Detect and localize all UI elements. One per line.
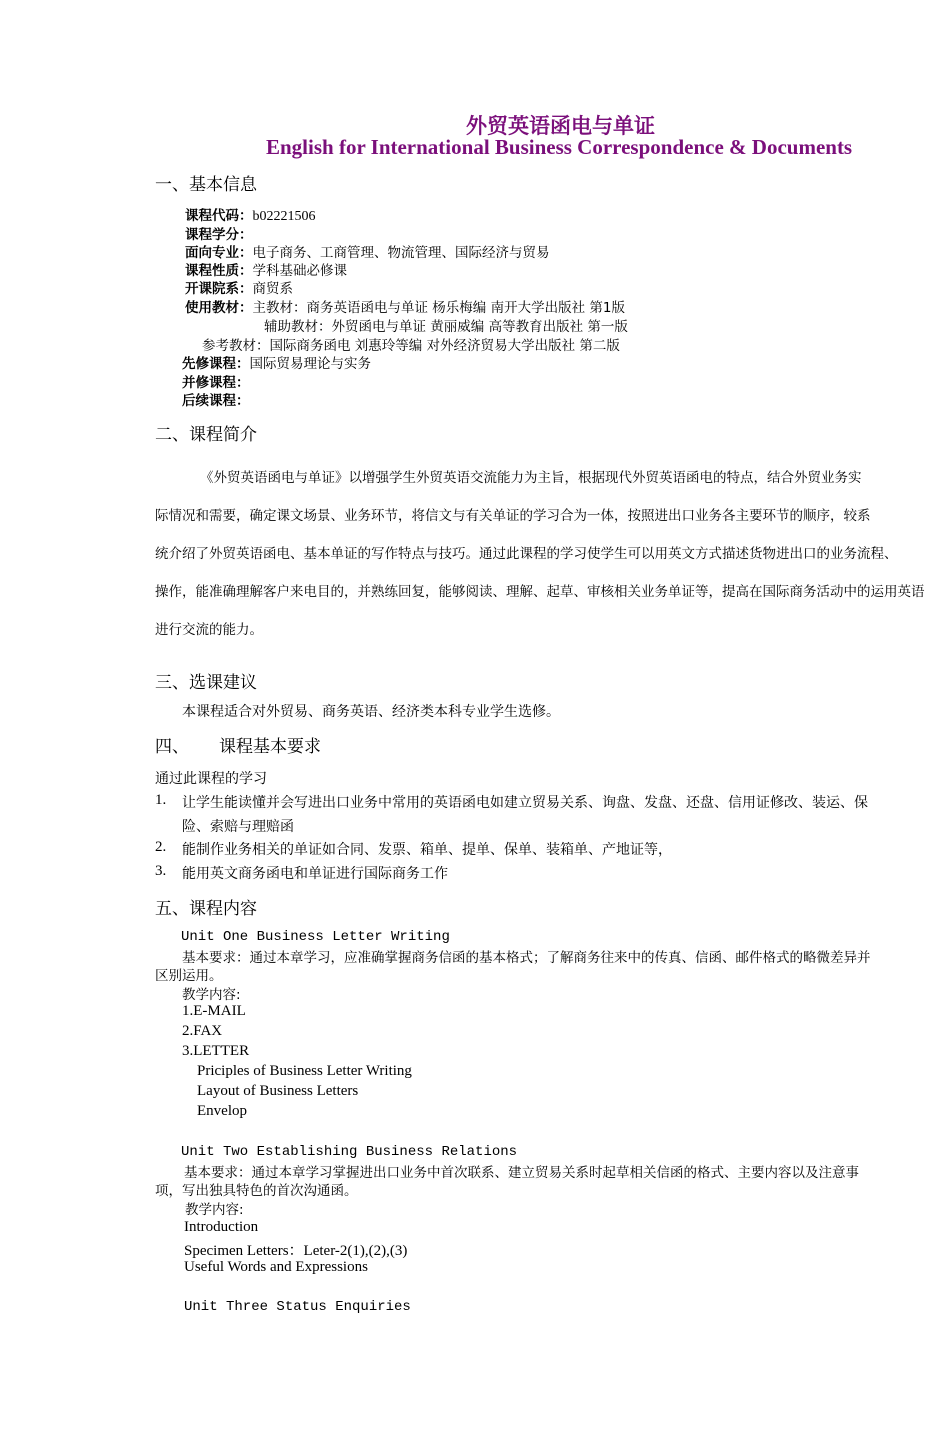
info-label: 课程性质： [185, 263, 253, 279]
unit-one-teaching-label: 教学内容: [182, 987, 241, 1003]
info-label: 后续课程： [182, 393, 250, 409]
requirements-intro: 通过此课程的学习 [155, 771, 267, 787]
unit-one-item: 1.E-MAIL [182, 1003, 246, 1019]
intro-line: 操作，能准确理解客户来电目的，并熟练回复，能够阅读、理解、起草、审核相关业务单证等，提高在国际商务活动中的运用英语 [155, 584, 925, 600]
section-heading-intro: 二、课程简介 [155, 425, 257, 445]
list-item: 让学生能读懂并会写进出口业务中常用的英语函电如建立贸易关系、询盘、发盘、还盘、信用证修改、装运、保 [182, 795, 868, 811]
info-label: 使用教材： [185, 300, 253, 316]
list-number: 3. [155, 863, 167, 879]
info-label: 面向专业： [185, 245, 253, 261]
title-chinese: 外贸英语函电与单证 [466, 114, 655, 138]
intro-line: 统介绍了外贸英语函电、基本单证的写作特点与技巧。通过此课程的学习使学生可以用英文方式描述货物进出口的业务流程、 [155, 546, 898, 562]
section-heading-advice: 三、选课建议 [155, 673, 257, 693]
unit-three-title: Unit Three Status Enquiries [184, 1299, 411, 1315]
unit-one-requirement: 基本要求：通过本章学习，应准确掌握商务信函的基本格式；了解商务往来中的传真、信函、邮件格式的略微差异并 [182, 950, 871, 966]
info-nature [185, 259, 347, 279]
info-label: 课程学分： [185, 227, 253, 243]
unit-two-teaching-label: 教学内容: [185, 1202, 244, 1218]
unit-two-item: Introduction [184, 1219, 259, 1235]
unit-one-subitem: Envelop [197, 1103, 247, 1119]
unit-two-title: Unit Two Establishing Business Relations [181, 1144, 518, 1160]
info-value: b02221506 [252, 209, 316, 224]
unit-one-requirement-continued: 区别运用。 [155, 968, 223, 984]
info-label: 先修课程： [182, 356, 250, 372]
intro-line: 际情况和需要，确定课文场景、业务环节，将信文与有关单证的学习合为一体，按照进出口业务各主要环节的顺序，较系 [155, 508, 871, 524]
unit-two-requirement-continued: 项，写出独具特色的首次沟通函。 [155, 1183, 358, 1199]
intro-line: 《外贸英语函电与单证》以增强学生外贸英语交流能力为主旨，根据现代外贸英语函电的特点，结合外贸业务实 [200, 470, 862, 486]
list-item: 能用英文商务函电和单证进行国际商务工作 [182, 866, 448, 882]
advice-text: 本课程适合对外贸易、商务英语、经济类本科专业学生选修。 [182, 704, 560, 720]
list-item: 能制作业务相关的单证如合同、发票、箱单、提单、保单、装箱单、产地证等， [182, 842, 672, 858]
info-value: 学科基础必修课 [252, 263, 347, 279]
unit-two-item: Specimen Letters：Leter-2(1),(2),(3) [184, 1243, 408, 1259]
info-department [185, 277, 293, 297]
info-major [185, 241, 550, 261]
info-followup [182, 389, 250, 409]
unit-one-subitem: Layout of Business Letters [197, 1083, 359, 1099]
unit-one-item: 2.FAX [182, 1023, 223, 1039]
info-credit [185, 223, 253, 243]
info-corequisite [182, 371, 250, 391]
section-heading-content: 五、课程内容 [155, 899, 257, 919]
info-textbook-aux: 辅助教材：外贸函电与单证 黄丽威编 高等教育出版社 第一版 [264, 319, 628, 335]
info-value: 国际贸易理论与实务 [249, 356, 371, 372]
title-english: English for International Business Correspondence & Documents [266, 135, 853, 159]
info-label: 开课院系： [185, 281, 253, 297]
list-item-continued: 险、索赔与理赔函 [182, 819, 294, 835]
info-value: 电子商务、工商管理、物流管理、国际经济与贸易 [252, 245, 550, 261]
intro-line: 进行交流的能力。 [155, 622, 263, 638]
unit-two-requirement: 基本要求：通过本章学习掌握进出口业务中首次联系、建立贸易关系时起草相关信函的格式、主要内容以及注意事 [184, 1165, 859, 1181]
info-label: 课程代码： [185, 208, 253, 224]
info-course-code [185, 204, 316, 225]
list-number: 2. [155, 839, 167, 855]
section-heading-requirements: 课程基本要求 [219, 737, 321, 757]
section-heading-requirements-number: 四、 [155, 737, 189, 757]
info-value: 商贸系 [252, 281, 293, 297]
info-label: 并修课程： [182, 375, 250, 391]
info-value: 主教材：商务英语函电与单证 杨乐梅编 南开大学出版社 第1版 [252, 300, 625, 316]
info-textbook-ref: 参考教材：国际商务函电 刘惠玲等编 对外经济贸易大学出版社 第二版 [202, 338, 620, 354]
unit-one-subitem: Priciples of Business Letter Writing [197, 1063, 412, 1079]
section-heading-basic-info: 一、基本信息 [155, 175, 257, 195]
info-textbook [185, 296, 625, 316]
list-number: 1. [155, 792, 167, 808]
unit-one-item: 3.LETTER [182, 1043, 250, 1059]
unit-two-item: Useful Words and Expressions [184, 1259, 368, 1275]
info-prerequisite [182, 352, 371, 372]
unit-one-title: Unit One Business Letter Writing [181, 929, 450, 945]
